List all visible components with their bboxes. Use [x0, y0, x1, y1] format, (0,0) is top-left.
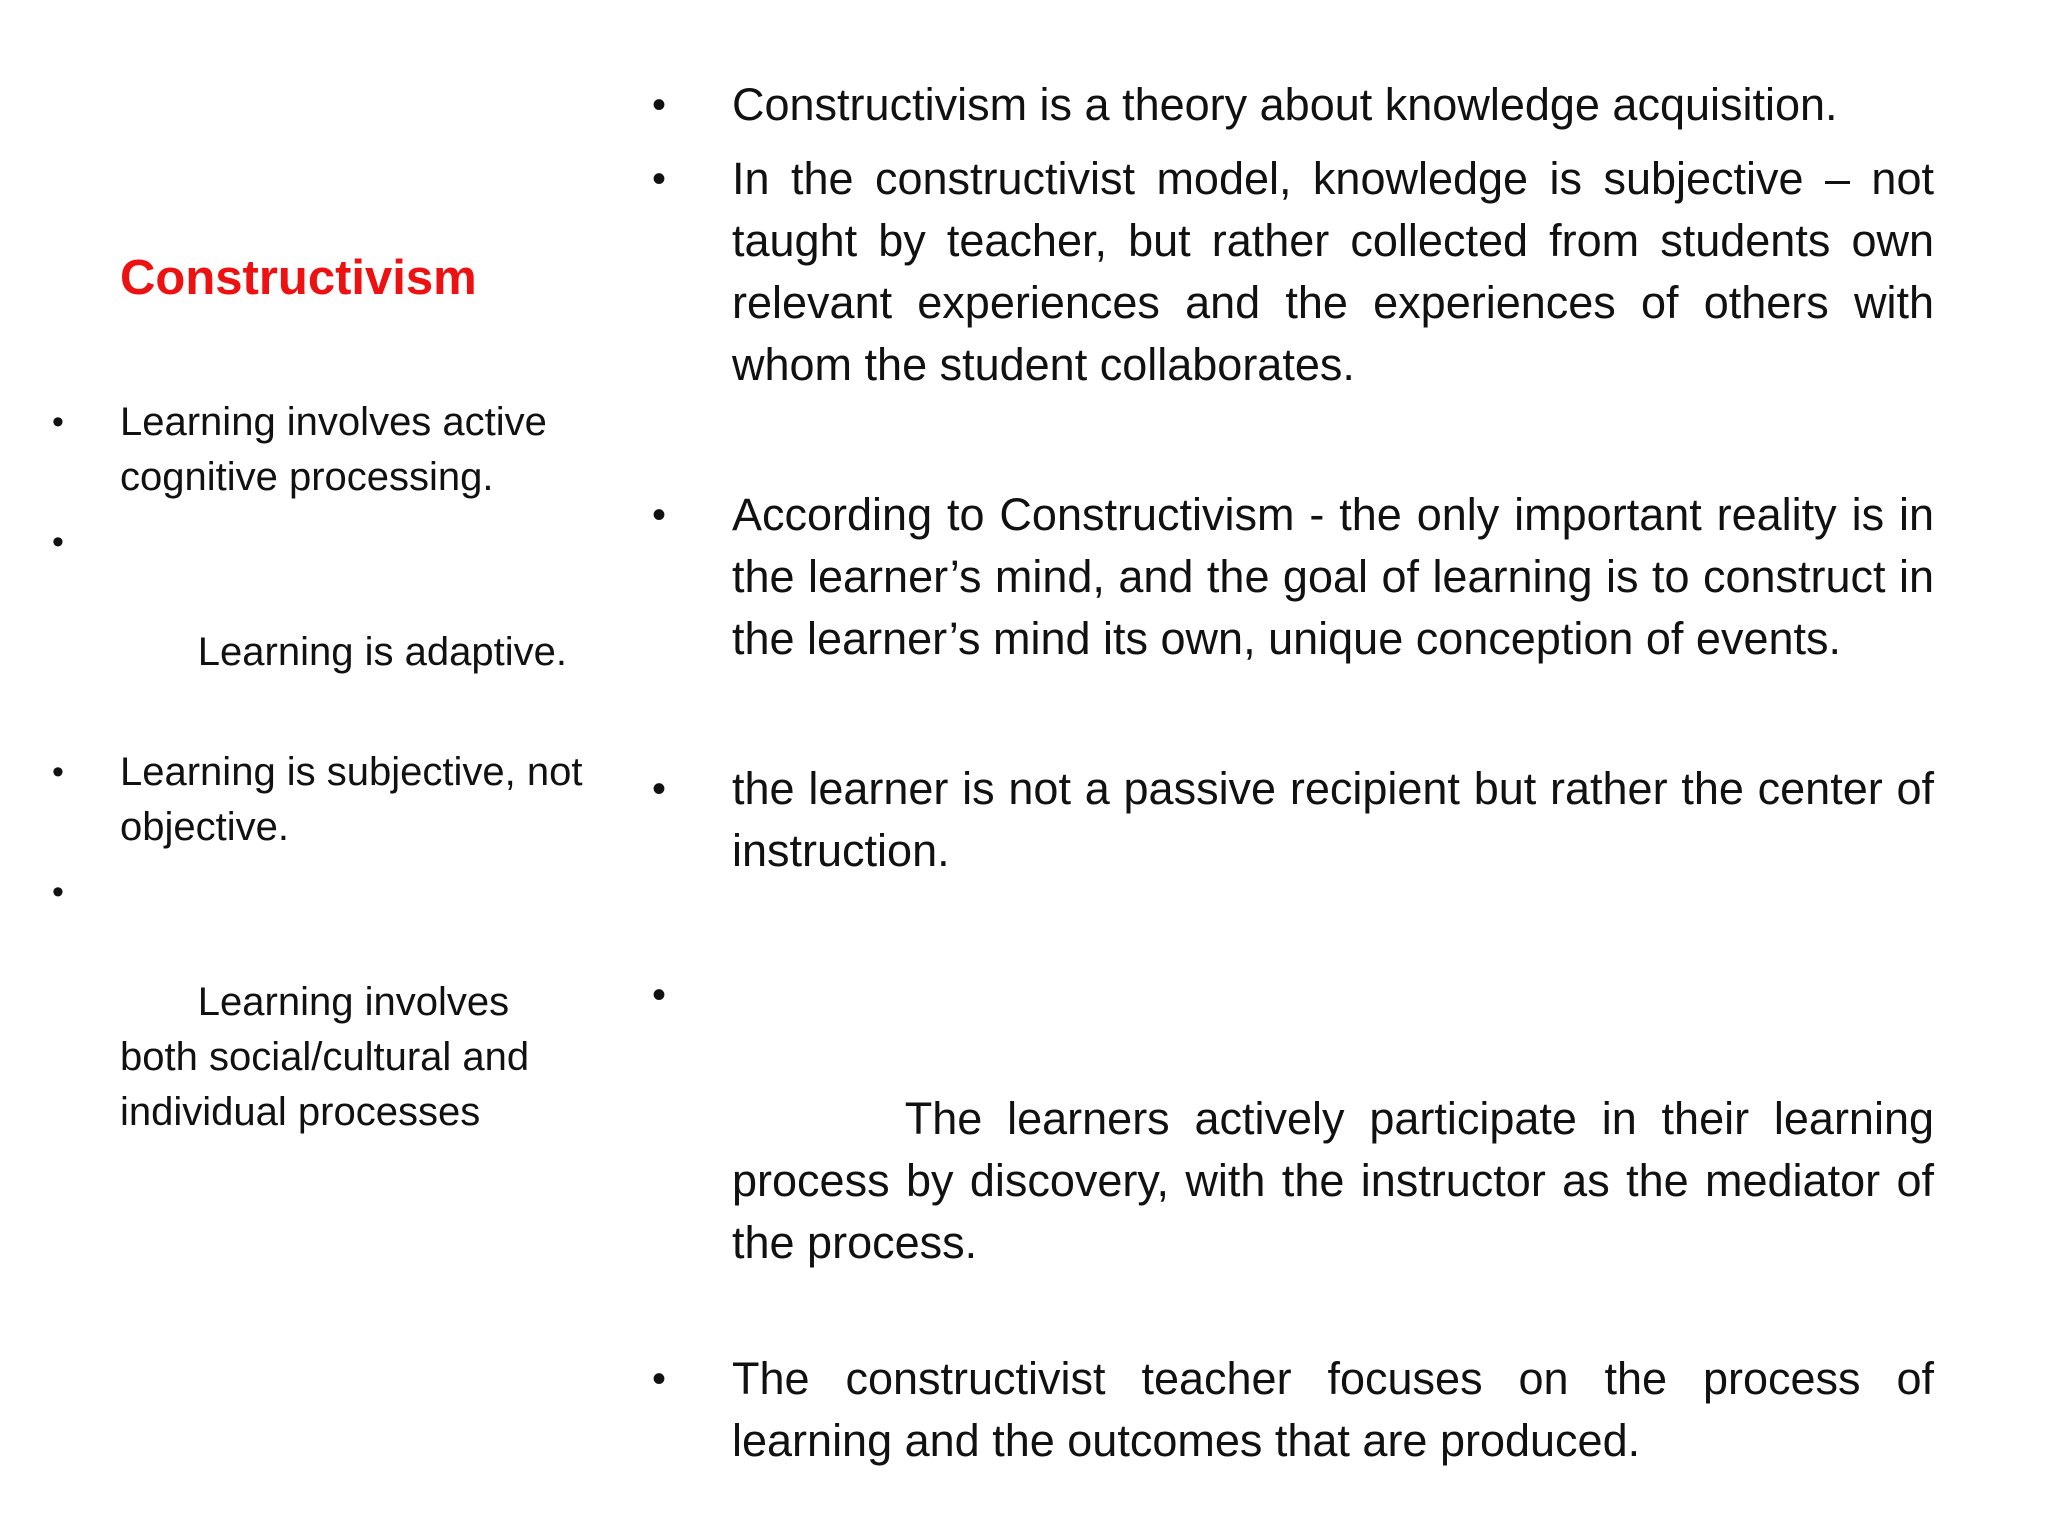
list-item — [50, 515, 590, 735]
bullet-icon: • — [652, 767, 667, 811]
list-item-text: Learning is adaptive. — [186, 630, 567, 674]
right-bullet-list — [652, 74, 1947, 1472]
list-item-text: Learning is subjective, not objective. — [120, 750, 583, 849]
list-item — [652, 964, 1947, 1336]
list-item-text: The learners actively participate in their learning process by discovery, with the instructor as the mediator of the process. — [732, 1093, 1947, 1268]
list-item-text: According to Constructivism - the only important reality is in the learner’s mind, and the goal of learning is to construct in the learner’s mind its own, unique conception of events. — [732, 489, 1934, 664]
list-item — [652, 1348, 1934, 1472]
bullet-icon: • — [52, 403, 64, 441]
list-item — [50, 745, 590, 855]
bullet-icon: • — [52, 873, 64, 911]
left-bullet-list — [50, 395, 590, 1205]
list-item-text: Learning involves active cognitive processing. — [120, 400, 547, 499]
list-item — [652, 74, 1934, 136]
list-item-text: In the constructivist model, knowledge is subjective – not taught by teacher, but rather collected from students own relevant experiences and the experiences of others with whom the student collaborates. — [732, 153, 1934, 390]
list-item-text: the learner is not a passive recipient but rather the center of instruction. — [732, 763, 1934, 876]
slide-title: Constructivism — [120, 251, 477, 305]
bullet-icon: • — [652, 973, 667, 1017]
list-item-text: Learning involves both social/cultural and individual processes — [120, 980, 541, 1134]
list-item — [652, 758, 1934, 882]
list-item — [652, 484, 1934, 670]
bullet-icon: • — [52, 753, 64, 791]
bullet-icon: • — [652, 1357, 667, 1401]
list-item-text: The constructivist teacher focuses on the process of learning and the outcomes that are produced. — [732, 1353, 1934, 1466]
bullet-icon: • — [52, 523, 64, 561]
bullet-icon: • — [652, 83, 667, 127]
bullet-icon: • — [652, 493, 667, 537]
list-item — [50, 395, 590, 505]
bullet-icon: • — [652, 157, 667, 201]
list-item — [50, 865, 590, 1195]
list-item — [652, 148, 1934, 396]
list-item-text: Constructivism is a theory about knowledge acquisition. — [732, 79, 1838, 130]
